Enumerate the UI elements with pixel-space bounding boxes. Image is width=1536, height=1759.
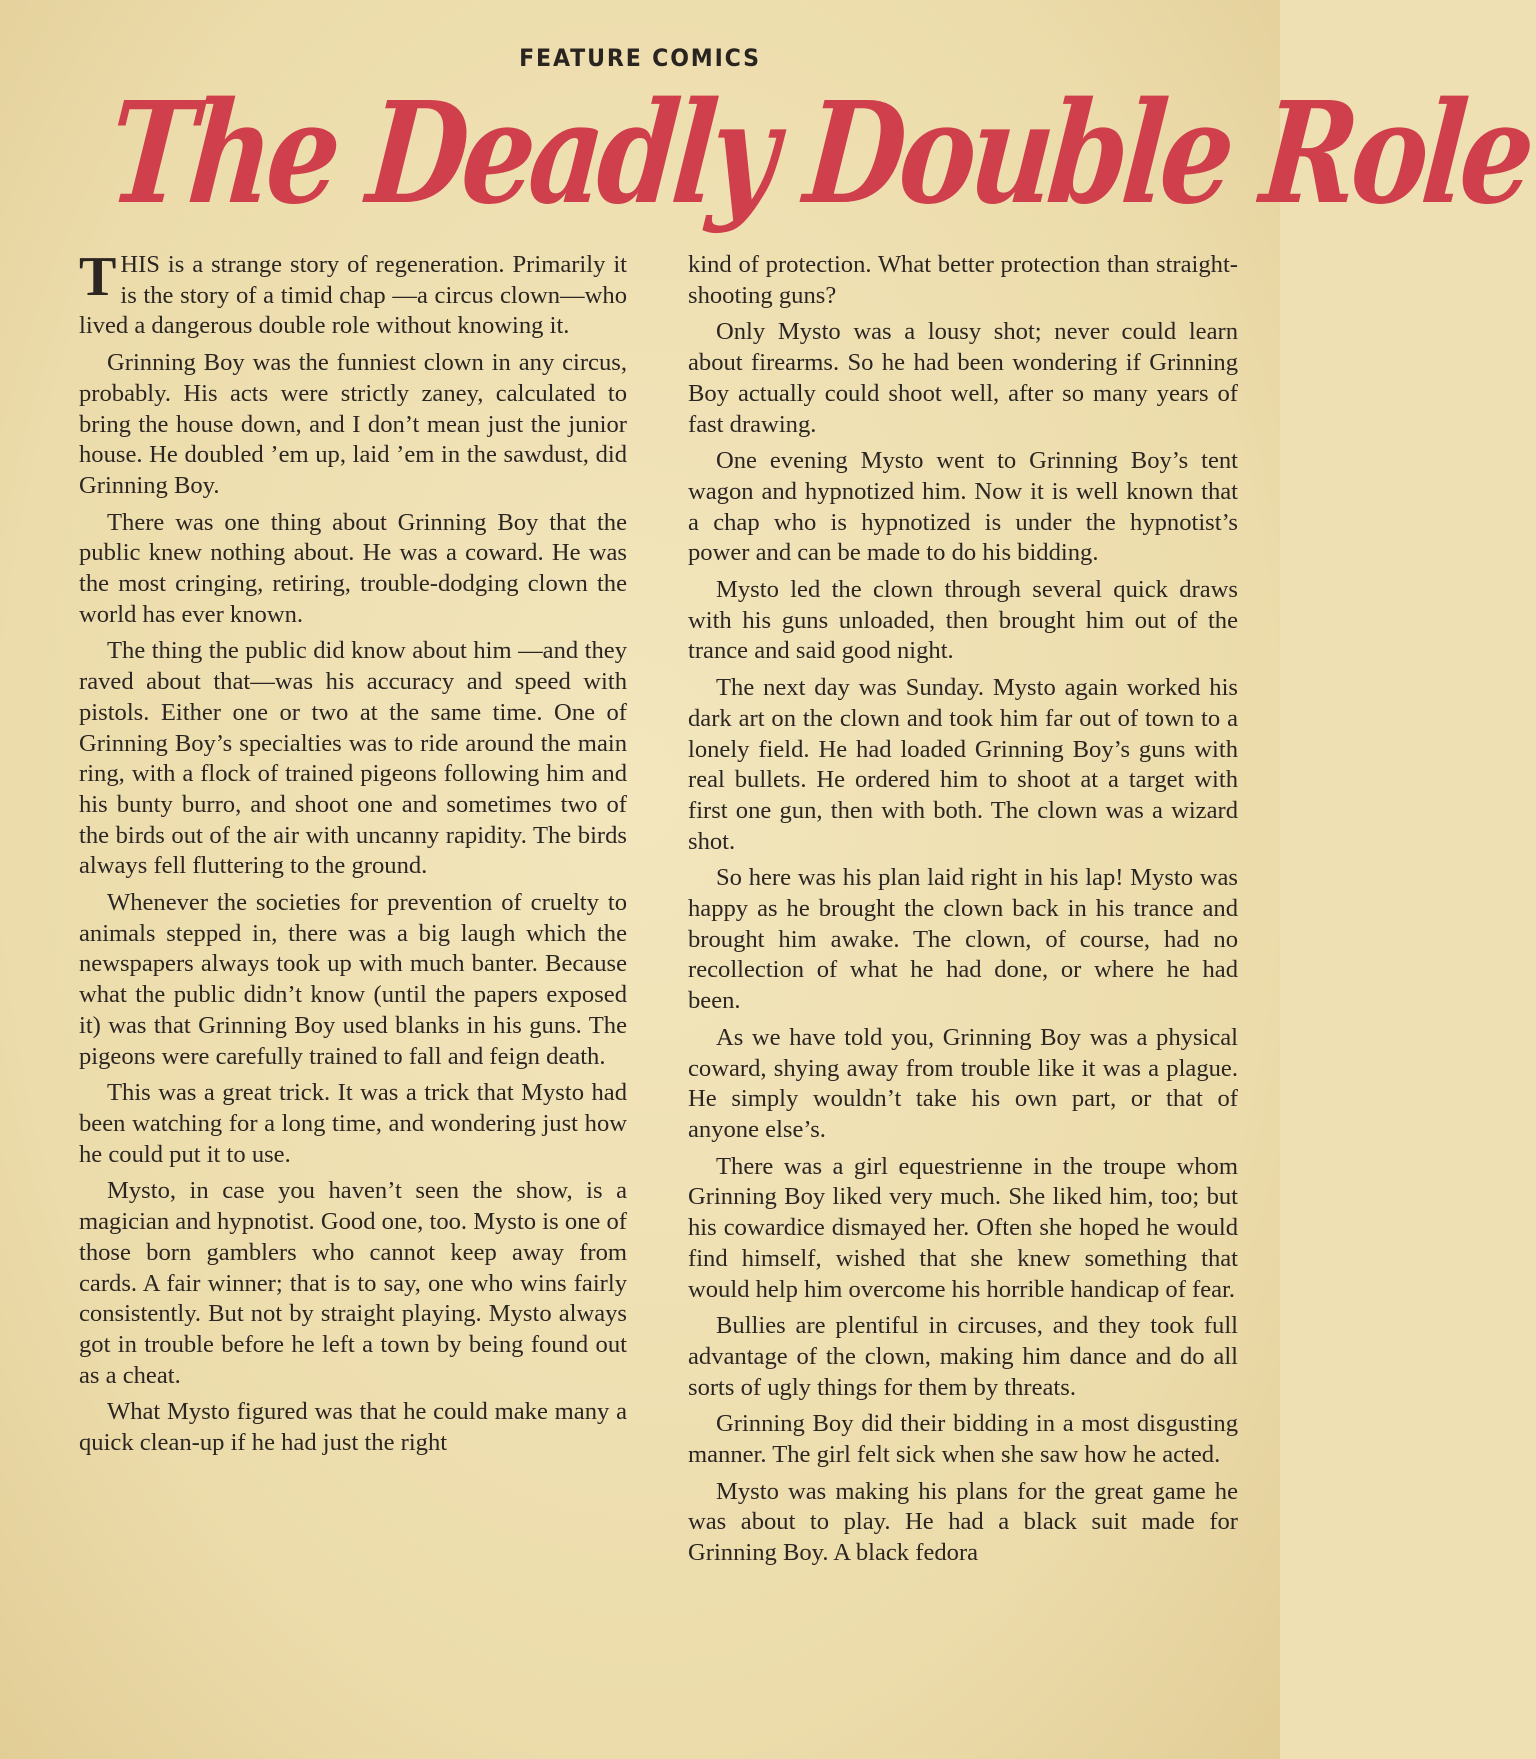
- paragraph: There was a girl equestrienne in the troupe whom Grinning Boy liked very much. She liked him, too; but his cowardice dismayed her. Often she hoped he would find himself, wished that she knew something that would help him overcome his horrible handicap of fear.: [688, 1152, 1238, 1303]
- right-column: [688, 250, 1238, 1575]
- paragraph: Mysto led the clown through several quick draws with his guns unloaded, then brought him out of the trance and said good night.: [688, 576, 1238, 665]
- paragraph-text: HIS is a strange story of regeneration. Primarily it is the story of a timid chap —a circus clown—who lived a dangerous double role without knowing it.: [79, 251, 627, 340]
- paragraph: The next day was Sunday. Mysto again worked his dark art on the clown and took him far out of town to a lonely field. He had loaded Grinning Boy’s guns with real bullets. He ordered him to shoot at a target with first one gun, then with both. The clown was a wizard shot.: [688, 674, 1238, 855]
- paragraph: Whenever the societies for prevention of cruelty to animals stepped in, there was a big laugh which the newspapers always took up with much banter. Because what the public didn’t know (until the papers exposed it) was that Grinning Boy used blanks in his guns. The pigeons were carefully trained to fall and feign death.: [79, 889, 627, 1070]
- paragraph: What Mysto figured was that he could make many a quick clean-up if he had just the right: [79, 1398, 627, 1457]
- paragraph: Mysto, in case you haven’t seen the show, is a magician and hypnotist. Good one, too. Mysto is one of those born gamblers who cannot keep away from cards. A fair winner; that is to say, one who wins fairly consistently. But not by straight playing. Mysto always got in trouble before he left a town by being found out as a cheat.: [79, 1177, 627, 1389]
- left-column: [79, 246, 627, 1465]
- paragraph: This was a great trick. It was a trick that Mysto had been watching for a long time, and wondering just how he could put it to use.: [79, 1079, 627, 1168]
- story-title: The Deadly Double Role: [102, 72, 1536, 236]
- magazine-header: FEATURE COMICS: [519, 44, 761, 72]
- paragraph: There was one thing about Grinning Boy that the public knew nothing about. He was a coward. He was the most cringing, retiring, trouble-dodging clown the world has ever known.: [79, 508, 627, 628]
- paragraph: Grinning Boy did their bidding in a most disgusting manner. The girl felt sick when she saw how he acted.: [688, 1410, 1238, 1469]
- paragraph: Only Mysto was a lousy shot; never could learn about firearms. So he had been wondering if Grinning Boy actually could shoot well, after so many years of fast drawing.: [688, 318, 1238, 438]
- paragraph: The thing the public did know about him —and they raved about that—was his accuracy and speed with pistols. Either one or two at the same time. One of Grinning Boy’s specialties was to ride around the main ring, with a flock of trained pigeons following him and his bunty burro, and shoot one and sometimes two of the birds out of the air with uncanny rapidity. The birds always fell fluttering to the ground.: [79, 637, 627, 880]
- paragraph: As we have told you, Grinning Boy was a physical coward, shying away from trouble like it was a plague. He simply wouldn’t take his own part, or that of anyone else’s.: [688, 1023, 1238, 1143]
- paragraph: Grinning Boy was the funniest clown in any circus, probably. His acts were strictly zaney, calculated to bring the house down, and I don’t mean just the junior house. He doubled ’em up, laid ’em in the sawdust, did Grinning Boy.: [79, 349, 627, 499]
- paragraph: [79, 246, 627, 342]
- paragraph: So here was his plan laid right in his lap! Mysto was happy as he brought the clown back in his trance and brought him awake. The clown, of course, had no recollection of what he had done, or where he had been.: [688, 864, 1238, 1015]
- paragraph: One evening Mysto went to Grinning Boy’s tent wagon and hypnotized him. Now it is well known that a chap who is hypnotized is under the hypnotist’s power and can be made to do his bidding.: [688, 447, 1238, 567]
- paragraph: Mysto was making his plans for the great game he was about to play. He had a black suit made for Grinning Boy. A black fedora: [688, 1477, 1238, 1567]
- paragraph: kind of protection. What better protection than straight-shooting guns?: [688, 251, 1238, 309]
- drop-cap: T: [79, 246, 117, 308]
- paragraph: Bullies are plentiful in circuses, and they took full advantage of the clown, making him dance and do all sorts of ugly things for them by threats.: [688, 1312, 1238, 1401]
